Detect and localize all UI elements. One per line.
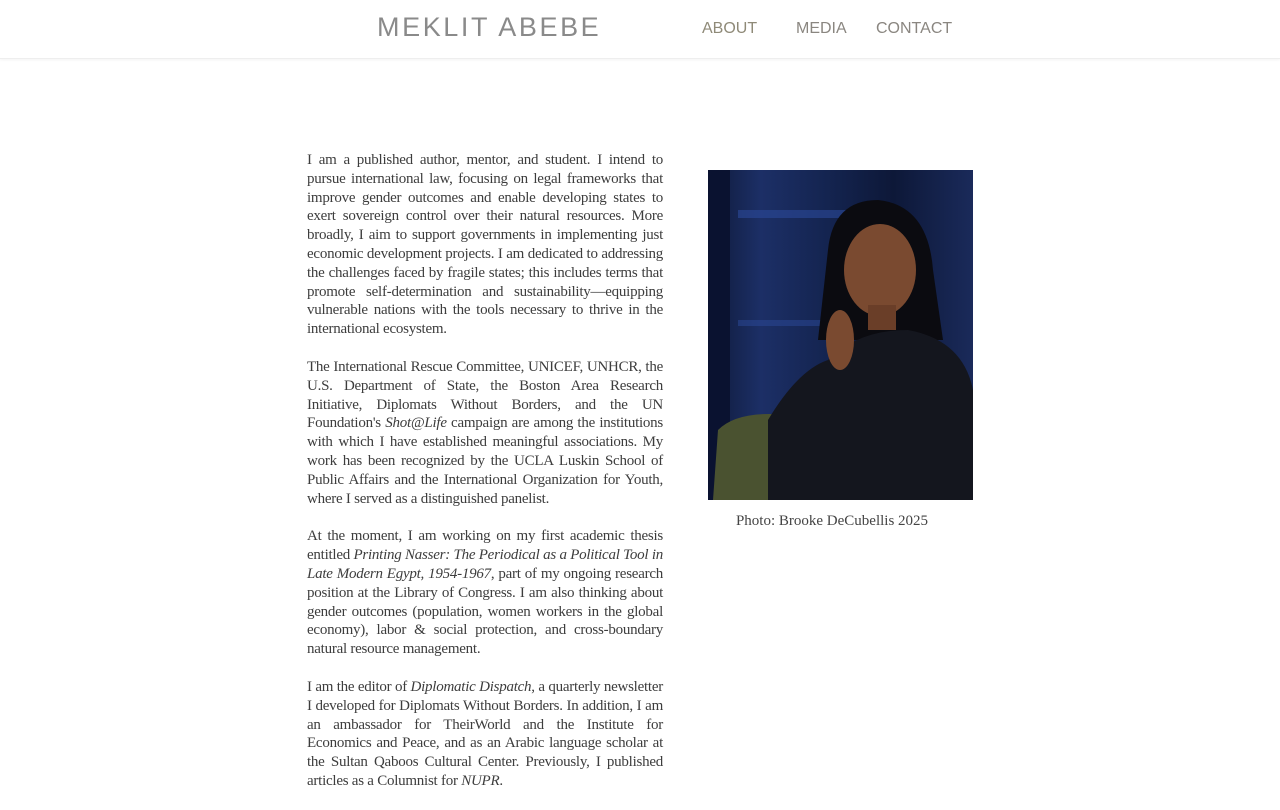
- text: .: [499, 772, 503, 789]
- newsletter-title: Diplomatic Dispatch: [410, 678, 532, 695]
- nav-media[interactable]: MEDIA: [796, 20, 847, 37]
- site-logo[interactable]: MEKLIT ABEBE: [377, 12, 602, 42]
- text: , part of my ongoing research position at the Library of Congress. I am also thinking about gender outcomes (population, women workers in the global economy), labor & social protection, and cross-boundary natural resource management.: [307, 565, 663, 658]
- nav-contact[interactable]: CONTACT: [876, 20, 953, 37]
- bio-paragraph-4: [307, 678, 663, 791]
- text: I am a published author, mentor, and student. I intend to pursue international law, focusing on legal frameworks that improve gender outcomes and enable developing states to exert sovereign control over their natural resources. More broadly, I aim to support governments in implementing just economic development projects. I am dedicated to addressing the challenges faced by fragile states; this includes terms that promote self-determination and sustainability—equipping vulnerable nations with the tools necessary to thrive in the international ecosystem.: [307, 152, 663, 338]
- bio-paragraph-1: [307, 151, 663, 339]
- bio-text: [307, 151, 663, 810]
- text: , a quarterly newsletter I developed for Diplomats Without Borders. In addition, I am an ambassador for TheirWorld and the Institute for Economics and Peace, and as an Arabic language scholar at the Sultan Qaboos Cultural Center. Previously, I published articles as a Columnist for: [307, 678, 663, 789]
- bio-paragraph-3: [307, 527, 663, 659]
- nav-about[interactable]: ABOUT: [702, 20, 758, 37]
- thesis-title: Printing Nasser: The Periodical as a Political Tool in Late Modern Egypt, 1954-1967: [307, 547, 663, 582]
- publication-title: NUPR: [461, 772, 500, 789]
- text: At the moment, I am working on my first academic thesis entitled: [307, 528, 663, 564]
- bio-paragraph-2: [307, 358, 663, 508]
- portrait-illustration: [708, 170, 973, 500]
- text: campaign are among the institutions with which I have established meaningful associations. My work has been recognized by the UCLA Luskin School of Public Affairs and the International Organization for Youth, where I served as a distinguished panelist.: [307, 415, 663, 507]
- portrait-photo: [708, 170, 973, 500]
- site-header: [0, 0, 1280, 59]
- italic-title: Shot@Life: [385, 415, 447, 432]
- text: The International Rescue Committee, UNICEF, UNHCR, the U.S. Department of State, the Boston Area Research Initiative, Diplomats Without Borders, and the UN Foundation's: [307, 358, 663, 432]
- photo-caption: Photo: Brooke DeCubellis 2025: [735, 513, 929, 529]
- text: I am the editor of: [307, 678, 411, 695]
